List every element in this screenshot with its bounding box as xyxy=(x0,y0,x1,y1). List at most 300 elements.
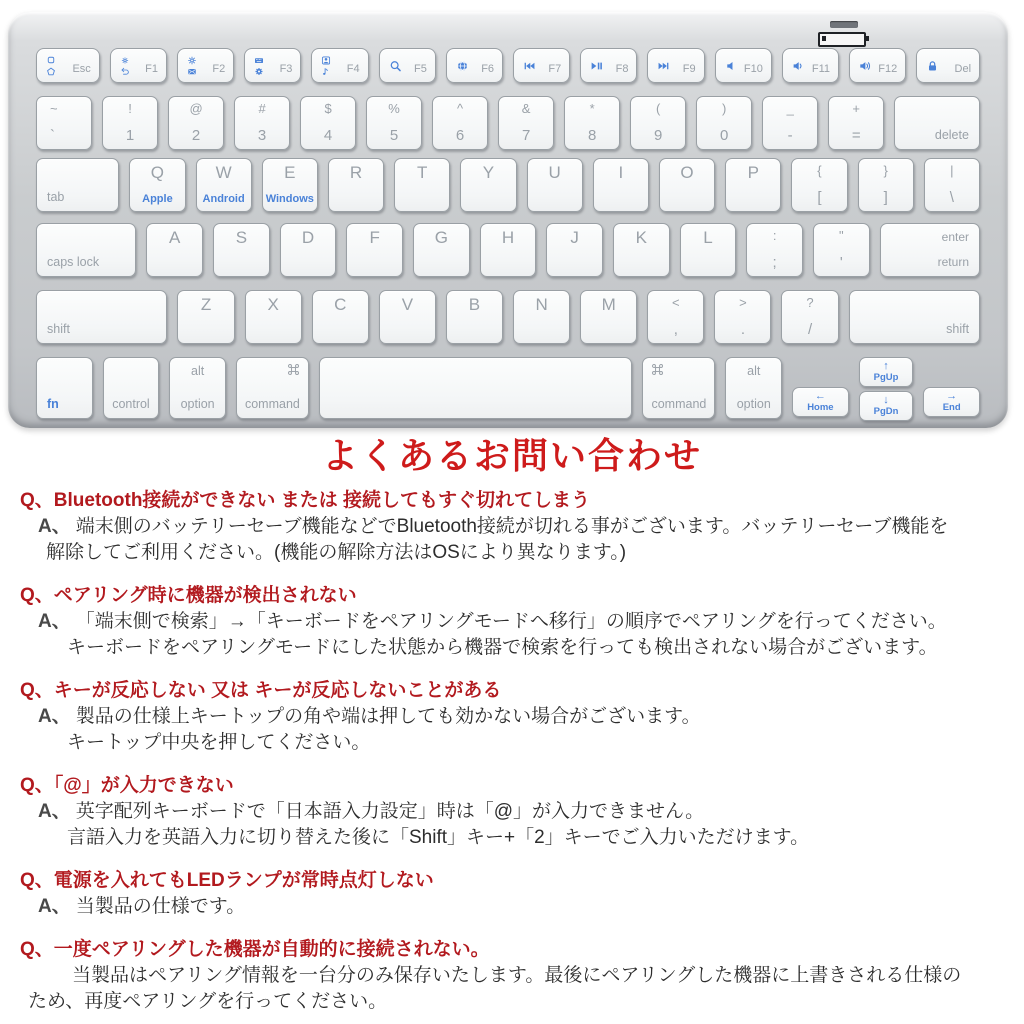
key-legends xyxy=(103,97,157,149)
letter-legend: Z xyxy=(200,295,212,314)
function-key-icons xyxy=(456,59,469,72)
key-pgup xyxy=(859,357,914,387)
answer-text: 英字配列キーボードで「日本語入力設定」時は「@」が入力できません。 xyxy=(75,801,705,822)
key-2 xyxy=(168,96,224,150)
key-page-keys xyxy=(859,357,914,417)
question-text: Q、ペアリング時に機器が検出されない xyxy=(20,585,357,606)
base-legend: ; xyxy=(772,254,777,271)
key-label: option xyxy=(736,396,771,411)
letter-legend: I xyxy=(618,163,624,182)
faq-item xyxy=(20,773,1004,851)
key-capslock xyxy=(36,223,136,277)
letter-legend: H xyxy=(501,228,515,247)
key-shift-right xyxy=(849,290,980,344)
keyboard-row xyxy=(36,290,980,344)
shift-legend: ^ xyxy=(457,101,464,116)
letter-legend: S xyxy=(235,228,248,247)
key-label: shift xyxy=(47,321,70,336)
answer-text: ため、再度ペアリングを行ってください。 xyxy=(28,991,388,1012)
base-legend: . xyxy=(740,321,745,338)
shift-legend: * xyxy=(589,101,595,116)
key-legends xyxy=(499,97,553,149)
faq-item xyxy=(20,678,1004,756)
arrow-glyph: ← xyxy=(814,390,826,403)
key-comma xyxy=(647,290,704,344)
key-f xyxy=(346,223,403,277)
shift-legend: & xyxy=(521,101,531,116)
key-legends xyxy=(763,97,817,149)
letter-legend: L xyxy=(703,228,713,247)
key-f12 xyxy=(849,48,906,83)
letter-legend: K xyxy=(635,228,647,247)
shift-legend: + xyxy=(852,101,860,116)
key-f7 xyxy=(513,48,570,83)
letter-legend: U xyxy=(548,163,561,182)
os-label: Windows xyxy=(265,193,314,205)
key-m xyxy=(580,290,637,344)
arrow-glyph: ↑ xyxy=(883,360,889,373)
volume-up-icon xyxy=(859,59,872,72)
base-legend: 9 xyxy=(653,127,663,144)
base-legend: ` xyxy=(50,127,55,144)
answer-prefix: A、 xyxy=(38,611,71,632)
function-key-icons xyxy=(120,55,130,76)
function-key-icons xyxy=(389,59,402,72)
shift-legend: < xyxy=(672,295,680,310)
key-bracket-left xyxy=(791,158,847,212)
base-legend: 7 xyxy=(521,127,531,144)
arrow-label-group xyxy=(860,392,913,420)
answer-prefix: A、 xyxy=(38,706,71,727)
key-label: Del xyxy=(954,63,972,75)
answer-line xyxy=(38,894,1004,920)
key-label: End xyxy=(942,402,961,414)
key-legends xyxy=(814,224,869,276)
keyboard-rows xyxy=(8,48,1008,417)
key-period xyxy=(714,290,771,344)
key-enter xyxy=(880,223,980,277)
arrow-glyph: → xyxy=(946,390,958,403)
letter-legend: T xyxy=(417,163,428,182)
key-label: F1 xyxy=(145,63,159,75)
base-legend: 2 xyxy=(191,127,201,144)
key-label: F8 xyxy=(615,63,629,75)
answer-line xyxy=(72,963,1004,989)
os-label: Apple xyxy=(142,193,173,205)
answer-line xyxy=(38,609,1004,635)
key-legends xyxy=(631,97,685,149)
key-label: F11 xyxy=(811,63,831,75)
key-legends xyxy=(565,97,619,149)
letter-legend: G xyxy=(434,228,448,247)
key-legends xyxy=(37,97,91,149)
answer-line xyxy=(38,704,1004,730)
key-delete xyxy=(894,96,980,150)
letter-legend: N xyxy=(535,295,548,314)
key-home xyxy=(792,387,849,417)
letter-legend: X xyxy=(267,295,279,314)
mail-icon xyxy=(187,66,197,76)
function-key-icons xyxy=(523,59,536,72)
answer-line xyxy=(67,730,1004,756)
keyboard-row xyxy=(36,158,980,212)
letter-legend: Y xyxy=(482,163,495,182)
answer-text: 当製品の仕様です。 xyxy=(75,896,246,917)
function-key-icons xyxy=(46,55,56,76)
arrow-label-group xyxy=(793,388,848,416)
key-q xyxy=(129,158,185,212)
answer-prefix: A、 xyxy=(38,516,71,537)
key-legends xyxy=(829,97,883,149)
key-z xyxy=(177,290,234,344)
function-key-icons xyxy=(926,59,939,72)
key-fn xyxy=(36,357,93,419)
faq-item xyxy=(20,937,1004,1015)
base-legend: 8 xyxy=(587,127,597,144)
key-n xyxy=(513,290,570,344)
function-key-icons xyxy=(859,59,872,72)
key-p xyxy=(725,158,781,212)
shift-legend: } xyxy=(883,163,888,178)
base-legend: , xyxy=(673,321,678,338)
base-legend: 4 xyxy=(323,127,333,144)
key-label: return xyxy=(937,255,969,269)
keyboard-row xyxy=(36,357,980,417)
letter-legend: M xyxy=(601,295,616,314)
base-legend: - xyxy=(787,127,793,144)
key-label: fn xyxy=(47,396,59,411)
base-legend: 3 xyxy=(257,127,267,144)
key-u xyxy=(527,158,583,212)
answer-text: キーボードをペアリングモードにした状態から機器で検索を行っても検出されない場合がございます。 xyxy=(67,637,938,658)
function-key-icons xyxy=(187,55,197,76)
key-legends xyxy=(235,97,289,149)
key-quote xyxy=(813,223,870,277)
key-j xyxy=(546,223,603,277)
key-label: PgUp xyxy=(873,372,899,384)
search-icon xyxy=(389,59,402,72)
key-b xyxy=(446,290,503,344)
key-label: F6 xyxy=(481,63,495,75)
keyboard-row xyxy=(36,48,980,83)
function-key-icons xyxy=(792,59,805,72)
key-v xyxy=(379,290,436,344)
key-tab xyxy=(36,158,119,212)
letter-legend: B xyxy=(468,295,481,314)
function-key-icons xyxy=(321,55,331,76)
key-minus xyxy=(762,96,818,150)
key-label: F12 xyxy=(878,63,898,75)
letter-legend: D xyxy=(301,228,315,247)
key-option-right xyxy=(725,357,782,419)
key-space xyxy=(319,357,632,419)
keyboard-row xyxy=(36,223,980,277)
shift-legend: # xyxy=(258,101,266,116)
key-legends xyxy=(648,291,703,343)
letter-legend: C xyxy=(334,295,347,314)
key-command-right xyxy=(642,357,715,419)
base-legend: 1 xyxy=(125,127,135,144)
keyboard-row xyxy=(36,96,980,150)
key-4 xyxy=(300,96,356,150)
key-9 xyxy=(630,96,686,150)
key-o xyxy=(659,158,715,212)
letter-legend: P xyxy=(747,163,759,182)
key-end xyxy=(923,387,980,417)
keyboard-photo xyxy=(8,12,1008,428)
shift-legend: @ xyxy=(189,101,203,116)
base-legend: / xyxy=(807,321,813,338)
shift-legend: { xyxy=(817,163,822,178)
key-a xyxy=(146,223,203,277)
answer-text: 解除してご利用ください。(機能の解除方法はOSにより異なります。) xyxy=(46,542,627,563)
answer-text: 製品の仕様上キートップの角や端は押しても効かない場合がございます。 xyxy=(75,706,701,727)
music-note-icon xyxy=(321,66,331,76)
faq-section xyxy=(0,434,1024,1015)
key-label: enter xyxy=(941,230,969,244)
key-label: shift xyxy=(946,321,970,336)
charging-slot-icon xyxy=(830,21,858,28)
shift-legend: | xyxy=(950,163,954,178)
faq-item xyxy=(20,868,1004,920)
key-k xyxy=(613,223,670,277)
answer-text: キートップ中央を押してください。 xyxy=(67,732,371,753)
key-f4 xyxy=(311,48,368,83)
arrow-label-group xyxy=(860,358,913,386)
key-esc xyxy=(36,48,100,83)
key-label: command xyxy=(244,396,300,411)
key-f10 xyxy=(715,48,772,83)
key-label: F3 xyxy=(279,63,293,75)
letter-legend: Q xyxy=(150,163,165,182)
shift-legend: ~ xyxy=(50,101,58,116)
key-8 xyxy=(564,96,620,150)
shift-legend: " xyxy=(838,228,844,243)
letter-legend: A xyxy=(169,228,181,247)
key-slash xyxy=(781,290,838,344)
key-command-left xyxy=(236,357,309,419)
key-label: F7 xyxy=(548,63,562,75)
faq-title: よくあるお問い合わせ xyxy=(321,435,702,476)
answer-prefix: A、 xyxy=(38,896,71,917)
shift-legend: _ xyxy=(786,101,794,116)
key-semicolon xyxy=(746,223,803,277)
brightness-low-icon xyxy=(120,55,130,65)
key-f6 xyxy=(446,48,503,83)
prev-track-icon xyxy=(523,59,536,72)
letter-legend: J xyxy=(570,228,579,247)
answer-text: 「端末側で検索」→「キーボードをペアリングモードへ移行」の順序でペアリングを行ってください。 xyxy=(75,611,947,632)
faq-item xyxy=(20,583,1004,661)
key-legends xyxy=(747,224,802,276)
pentagon-icon xyxy=(46,66,56,76)
key-label: option xyxy=(180,396,215,411)
base-legend: 6 xyxy=(455,127,465,144)
answer-prefix: A、 xyxy=(38,801,71,822)
base-legend: 5 xyxy=(389,127,399,144)
key-f1 xyxy=(110,48,167,83)
key-d xyxy=(280,223,337,277)
answer-text: 言語入力を英語入力に切り替えた後に「Shift」キー+「2」キーでご入力いただけます。 xyxy=(67,827,810,848)
key-label: alt xyxy=(747,364,761,378)
key-label: Esc xyxy=(72,63,91,75)
key-label: alt xyxy=(191,364,205,378)
answer-line xyxy=(38,514,1004,540)
answer-text: 当製品はペアリング情報を一台分のみ保存いたします。最後にペアリングした機器に上書きされる仕様の xyxy=(72,965,962,986)
arrow-label-group xyxy=(924,388,979,416)
key-shift-left xyxy=(36,290,167,344)
letter-legend: F xyxy=(369,228,380,247)
base-legend: [ xyxy=(817,189,822,206)
key-label: F5 xyxy=(413,63,427,75)
key-f9 xyxy=(647,48,704,83)
shift-legend: $ xyxy=(324,101,332,116)
key-e xyxy=(262,158,318,212)
keyboard-icon xyxy=(254,55,264,65)
key-h xyxy=(480,223,537,277)
key-legends xyxy=(367,97,421,149)
question-text: Q、電源を入れてもLEDランプが常時点灯しない xyxy=(20,870,434,891)
command-symbol-holder xyxy=(651,363,664,376)
key-legends xyxy=(433,97,487,149)
shift-legend: ) xyxy=(721,101,727,116)
user-icon xyxy=(321,55,331,65)
faq-list xyxy=(0,488,1024,1015)
base-legend: ] xyxy=(883,189,888,206)
play-pause-icon xyxy=(590,59,603,72)
function-key-icons xyxy=(725,59,738,72)
command-icon xyxy=(651,363,664,380)
key-label: delete xyxy=(934,127,969,142)
key-equals xyxy=(828,96,884,150)
answer-line xyxy=(38,799,1004,825)
base-legend: ' xyxy=(839,254,843,271)
mute-icon xyxy=(725,59,738,72)
base-legend: = xyxy=(851,127,861,144)
key-option-left xyxy=(169,357,226,419)
key-legends xyxy=(715,291,770,343)
key-c xyxy=(312,290,369,344)
key-f2 xyxy=(177,48,234,83)
question-text: Q、Bluetooth接続ができない または 接続してもすぐ切れてしまう xyxy=(20,490,590,511)
key-label: caps lock xyxy=(47,254,100,269)
key-f5 xyxy=(379,48,436,83)
command-icon xyxy=(287,363,300,380)
letter-legend: V xyxy=(401,295,414,314)
key-y xyxy=(460,158,516,212)
letter-legend: R xyxy=(349,163,363,182)
key-3 xyxy=(234,96,290,150)
answer-line xyxy=(67,825,1004,851)
function-key-icons xyxy=(590,59,603,72)
key-label: F4 xyxy=(346,63,360,75)
key-pgdn xyxy=(859,391,914,421)
key-label: tab xyxy=(47,189,65,204)
key-0 xyxy=(696,96,752,150)
key-w xyxy=(196,158,252,212)
key-legends xyxy=(169,97,223,149)
shift-legend: : xyxy=(772,228,777,243)
shift-legend: > xyxy=(739,295,747,310)
shift-legend: % xyxy=(388,101,400,116)
back-icon xyxy=(120,66,130,76)
key-legends xyxy=(782,291,837,343)
key-5 xyxy=(366,96,422,150)
answer-text: 端末側のバッテリーセーブ機能などでBluetooth接続が切れる事がございます。バッテリーセーブ機能を xyxy=(75,516,949,537)
key-f11 xyxy=(782,48,839,83)
window-icon xyxy=(46,55,56,65)
globe-icon xyxy=(456,59,469,72)
base-legend: 0 xyxy=(719,127,729,144)
os-label: Android xyxy=(202,193,245,205)
volume-down-icon xyxy=(792,59,805,72)
key-s xyxy=(213,223,270,277)
shift-legend: ! xyxy=(128,101,132,116)
key-6 xyxy=(432,96,488,150)
shift-legend: ? xyxy=(806,295,814,310)
faq-item xyxy=(20,488,1004,566)
key-t xyxy=(394,158,450,212)
key-l xyxy=(680,223,737,277)
letter-legend: W xyxy=(215,163,232,182)
question-text: Q、「@」が入力できない xyxy=(20,775,234,796)
key-del xyxy=(916,48,980,83)
letter-legend: E xyxy=(284,163,296,182)
key-g xyxy=(413,223,470,277)
key-label: control xyxy=(112,396,150,411)
key-7 xyxy=(498,96,554,150)
key-label: F9 xyxy=(682,63,696,75)
key-label: F10 xyxy=(743,63,763,75)
question-text: Q、キーが反応しない 又は キーが反応しないことがある xyxy=(20,680,502,701)
answer-line xyxy=(46,540,1004,566)
brightness-high-icon xyxy=(187,55,197,65)
base-legend: \ xyxy=(949,189,954,206)
key-label: Home xyxy=(807,402,834,414)
battery-icon xyxy=(818,32,866,47)
key-control xyxy=(103,357,160,419)
key-i xyxy=(593,158,649,212)
answer-line xyxy=(67,635,1004,661)
key-legends xyxy=(792,159,846,211)
question-text: Q、一度ペアリングした機器が自動的に接続されない。 xyxy=(20,939,490,960)
answer-line xyxy=(28,989,1004,1015)
key-label: command xyxy=(651,396,707,411)
command-symbol-holder xyxy=(287,363,300,376)
gear-icon xyxy=(254,66,264,76)
arrow-glyph: ↓ xyxy=(883,394,889,407)
key-legends xyxy=(301,97,355,149)
key-label: F2 xyxy=(212,63,226,75)
key-backslash xyxy=(924,158,980,212)
function-key-icons xyxy=(254,55,264,76)
function-key-icons xyxy=(657,59,670,72)
key-r xyxy=(328,158,384,212)
key-f3 xyxy=(244,48,301,83)
key-x xyxy=(245,290,302,344)
lock-icon xyxy=(926,59,939,72)
key-legends xyxy=(697,97,751,149)
key-legends xyxy=(859,159,913,211)
key-f8 xyxy=(580,48,637,83)
letter-legend: O xyxy=(680,163,694,182)
key-label: PgDn xyxy=(873,406,899,418)
key-bracket-right xyxy=(858,158,914,212)
next-track-icon xyxy=(657,59,670,72)
key-1 xyxy=(102,96,158,150)
key-backquote xyxy=(36,96,92,150)
key-legends xyxy=(925,159,979,211)
